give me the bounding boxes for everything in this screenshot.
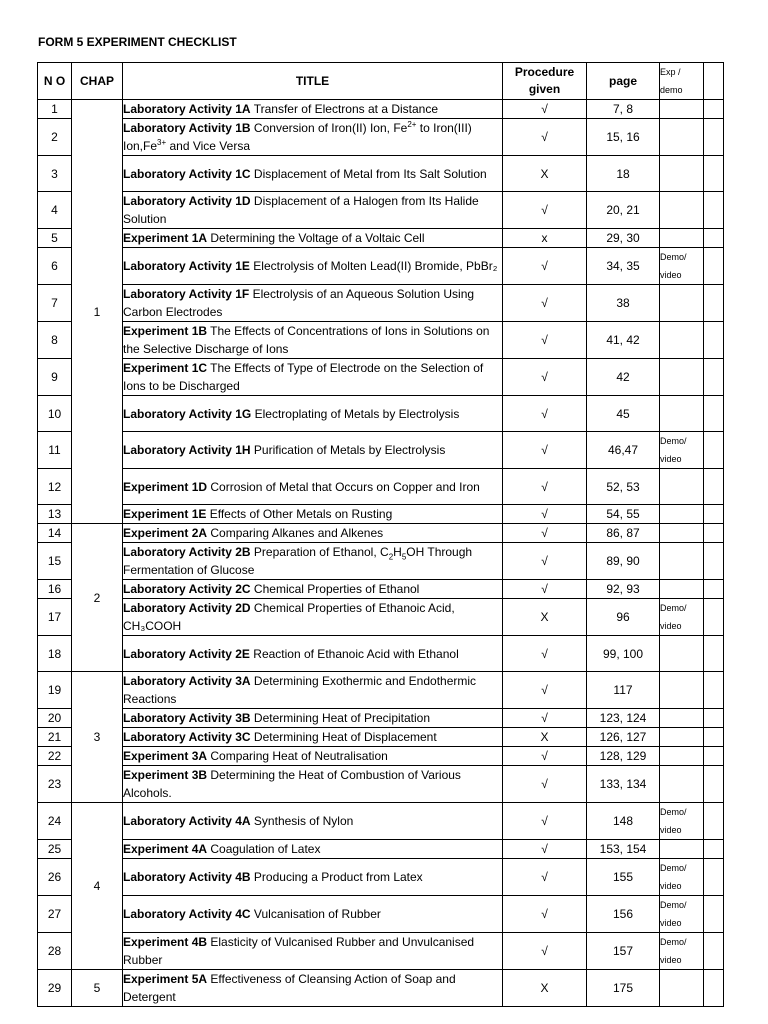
extra-cell [704,285,724,322]
row-number: 17 [38,599,72,636]
page-reference: 133, 134 [587,766,660,803]
exp-demo-note: Demo/ video [660,896,704,933]
page-reference: 99, 100 [587,636,660,672]
extra-cell [704,672,724,709]
exp-demo-note [660,505,704,524]
page-reference: 117 [587,672,660,709]
page-reference: 126, 127 [587,728,660,747]
extra-cell [704,192,724,229]
activity-description: Determining the Voltage of a Voltaic Cell [207,231,425,245]
page-reference: 86, 87 [587,524,660,543]
table-row [38,469,724,505]
exp-demo-note [660,229,704,248]
table-row [38,524,724,543]
page-reference: 89, 90 [587,543,660,580]
activity-title [123,322,503,359]
table-row [38,396,724,432]
table-row [38,543,724,580]
activity-label: Laboratory Activity 2D [123,601,251,615]
activity-title [123,599,503,636]
procedure-given: X [503,156,587,192]
row-number: 23 [38,766,72,803]
activity-title [123,933,503,970]
row-number: 19 [38,672,72,709]
activity-title [123,580,503,599]
table-row [38,859,724,896]
extra-cell [704,469,724,505]
table-row [38,119,724,156]
activity-title [123,396,503,432]
procedure-given: √ [503,322,587,359]
activity-label: Laboratory Activity 1A [123,102,251,116]
activity-description: Displacement of a Halogen from Its Halide Solution [123,194,479,226]
activity-label: Laboratory Activity 3B [123,711,251,725]
table-row [38,933,724,970]
extra-cell [704,728,724,747]
page-reference: 38 [587,285,660,322]
table-row [38,100,724,119]
procedure-given: √ [503,119,587,156]
exp-demo-note [660,580,704,599]
extra-cell [704,580,724,599]
activity-title [123,359,503,396]
row-number: 22 [38,747,72,766]
page-reference: 123, 124 [587,709,660,728]
activity-label: Experiment 1C [123,361,208,375]
row-number: 26 [38,859,72,896]
activity-description: to Iron(III) Ion,Fe [123,121,472,153]
row-number: 2 [38,119,72,156]
activity-description: 2+ [407,120,417,129]
row-number: 28 [38,933,72,970]
header-exp-demo: Exp / demo [660,63,704,100]
page-reference: 128, 129 [587,747,660,766]
activity-description: Transfer of Electrons at a Distance [250,102,439,116]
activity-label: Laboratory Activity 2B [123,545,251,559]
page-reference: 20, 21 [587,192,660,229]
activity-title [123,709,503,728]
extra-cell [704,859,724,896]
row-number: 1 [38,100,72,119]
header-extra [704,63,724,100]
procedure-given: √ [503,524,587,543]
header-chap: CHAP [72,63,123,100]
activity-label: Laboratory Activity 1D [123,194,251,208]
extra-cell [704,803,724,840]
extra-cell [704,933,724,970]
exp-demo-note [660,766,704,803]
procedure-given: X [503,599,587,636]
activity-title [123,505,503,524]
activity-label: Laboratory Activity 4A [123,814,251,828]
activity-description: Determining Exothermic and Endothermic Reactions [123,674,477,706]
activity-description: Electroplating of Metals by Electrolysis [251,406,460,421]
row-number: 14 [38,524,72,543]
extra-cell [704,119,724,156]
page-reference: 54, 55 [587,505,660,524]
activity-description: OH Through Fermentation of Glucose [123,545,473,577]
row-number: 7 [38,285,72,322]
procedure-given: √ [503,580,587,599]
page-reference: 157 [587,933,660,970]
activity-description: Chemical Properties of Ethanoic Acid, CH₃COOH [123,601,455,633]
procedure-given: √ [503,803,587,840]
activity-description: Preparation of Ethanol, C [250,545,389,559]
extra-cell [704,322,724,359]
exp-demo-note [660,396,704,432]
table-row [38,766,724,803]
table-row [38,709,724,728]
activity-description: 3+ [157,138,167,147]
exp-demo-note [660,840,704,859]
row-number: 10 [38,396,72,432]
page-reference: 92, 93 [587,580,660,599]
row-number: 27 [38,896,72,933]
table-row [38,229,724,248]
table-row [38,728,724,747]
activity-title [123,970,503,1007]
activity-description: Synthesis of Nylon [250,814,354,828]
activity-description: Electrolysis of Molten Lead(II) Bromide, PbBr₂ [249,259,498,273]
activity-description: Purification of Metals by Electrolysis [250,443,446,457]
chapter-cell: 4 [72,803,123,970]
exp-demo-note [660,728,704,747]
activity-description: Comparing Heat of Neutralisation [207,749,388,763]
exp-demo-note [660,322,704,359]
activity-label: Laboratory Activity 2E [123,646,250,661]
activity-label: Laboratory Activity 1B [123,121,251,135]
exp-demo-note [660,636,704,672]
activity-description: H [393,545,402,559]
exp-demo-note [660,469,704,505]
extra-cell [704,156,724,192]
table-row [38,156,724,192]
activity-description: Determining the Heat of Combustion of Various Alcohols. [123,768,461,800]
page-reference: 96 [587,599,660,636]
extra-cell [704,432,724,469]
row-number: 8 [38,322,72,359]
procedure-given: √ [503,100,587,119]
table-row [38,322,724,359]
activity-title [123,840,503,859]
page-reference: 148 [587,803,660,840]
exp-demo-note [660,156,704,192]
extra-cell [704,599,724,636]
row-number: 24 [38,803,72,840]
activity-title [123,859,503,896]
procedure-given: √ [503,840,587,859]
activity-title [123,524,503,543]
activity-title [123,432,503,469]
procedure-given: √ [503,469,587,505]
activity-title [123,285,503,322]
procedure-given: √ [503,359,587,396]
activity-label: Experiment 1A [123,231,208,245]
exp-demo-note: Demo/ video [660,432,704,469]
page-reference: 156 [587,896,660,933]
header-no: N O [38,63,72,100]
activity-label: Laboratory Activity 3A [123,674,251,688]
activity-title [123,728,503,747]
activity-label: Laboratory Activity 1E [123,259,250,273]
extra-cell [704,248,724,285]
row-number: 20 [38,709,72,728]
procedure-given: √ [503,859,587,896]
activity-description: Corrosion of Metal that Occurs on Copper and Iron [207,479,480,494]
row-number: 18 [38,636,72,672]
header-procedure: Procedure given [503,63,587,100]
activity-title [123,192,503,229]
table-row [38,747,724,766]
activity-label: Experiment 4A [123,842,208,856]
row-number: 6 [38,248,72,285]
exp-demo-note: Demo/ video [660,248,704,285]
row-number: 13 [38,505,72,524]
activity-description: Chemical Properties of Ethanol [250,582,420,596]
page-reference: 153, 154 [587,840,660,859]
table-row [38,505,724,524]
activity-description: Effects of Other Metals on Rusting [206,507,393,521]
procedure-given: √ [503,766,587,803]
exp-demo-note [660,672,704,709]
activity-description: The Effects of Type of Electrode on the Selection of Ions to be Discharged [123,361,484,393]
activity-label: Experiment 5A [123,972,208,986]
activity-label: Experiment 1D [123,479,208,494]
activity-description: 5 [401,552,407,562]
exp-demo-note [660,192,704,229]
activity-label: Laboratory Activity 4B [123,870,251,884]
exp-demo-note [660,285,704,322]
row-number: 12 [38,469,72,505]
header-title: TITLE [123,63,503,100]
chapter-cell: 2 [72,524,123,672]
procedure-given: √ [503,543,587,580]
exp-demo-note [660,359,704,396]
extra-cell [704,840,724,859]
extra-cell [704,229,724,248]
extra-cell [704,636,724,672]
exp-demo-note [660,119,704,156]
procedure-given: √ [503,248,587,285]
exp-demo-note: Demo/ video [660,933,704,970]
activity-label: Laboratory Activity 1H [123,443,251,457]
chapter-cell: 3 [72,672,123,803]
procedure-given: √ [503,896,587,933]
extra-cell [704,709,724,728]
document-title: FORM 5 EXPERIMENT CHECKLIST [38,35,237,49]
table-row [38,359,724,396]
row-number: 4 [38,192,72,229]
extra-cell [704,524,724,543]
activity-title [123,156,503,192]
activity-label: Experiment 1B [123,324,208,338]
table-row [38,803,724,840]
page-reference: 42 [587,359,660,396]
activity-description: Effectiveness of Cleansing Action of Soap and Detergent [123,972,456,1004]
activity-title [123,896,503,933]
activity-label: Laboratory Activity 1C [123,166,251,181]
table-row [38,896,724,933]
activity-label: Laboratory Activity 1F [123,287,250,301]
activity-label: Laboratory Activity 2C [123,582,251,596]
page-reference: 52, 53 [587,469,660,505]
procedure-given: √ [503,396,587,432]
activity-label: Laboratory Activity 1G [123,406,252,421]
row-number: 29 [38,970,72,1007]
activity-label: Experiment 4B [123,935,208,949]
activity-description: Determining Heat of Precipitation [250,711,431,725]
row-number: 21 [38,728,72,747]
extra-cell [704,896,724,933]
row-number: 11 [38,432,72,469]
activity-description: The Effects of Concentrations of Ions in Solutions on the Selective Discharge of Ions [123,324,490,356]
page-reference: 45 [587,396,660,432]
activity-title [123,803,503,840]
table-row [38,636,724,672]
page-reference: 7, 8 [587,100,660,119]
extra-cell [704,970,724,1007]
page-reference: 41, 42 [587,322,660,359]
extra-cell [704,396,724,432]
activity-description: Determining Heat of Displacement [250,730,437,744]
procedure-given: √ [503,285,587,322]
extra-cell [704,100,724,119]
row-number: 15 [38,543,72,580]
procedure-given: X [503,970,587,1007]
activity-label: Experiment 2A [123,526,208,540]
row-number: 25 [38,840,72,859]
exp-demo-note: Demo/ video [660,859,704,896]
procedure-given: √ [503,747,587,766]
row-number: 9 [38,359,72,396]
exp-demo-note [660,970,704,1007]
extra-cell [704,766,724,803]
activity-label: Laboratory Activity 4C [123,907,251,921]
activity-description: Producing a Product from Latex [250,870,423,884]
procedure-given: √ [503,672,587,709]
extra-cell [704,505,724,524]
activity-label: Experiment 3B [123,768,208,782]
exp-demo-note: Demo/ video [660,803,704,840]
extra-cell [704,359,724,396]
activity-title [123,100,503,119]
activity-title [123,766,503,803]
activity-description: Elasticity of Vulcanised Rubber and Unvulcanised Rubber [123,935,475,967]
activity-label: Experiment 3A [123,749,208,763]
page-reference: 15, 16 [587,119,660,156]
activity-label: Laboratory Activity 3C [123,730,251,744]
page-reference: 29, 30 [587,229,660,248]
table-row [38,432,724,469]
procedure-given: √ [503,933,587,970]
exp-demo-note [660,100,704,119]
table-row [38,192,724,229]
table-row [38,580,724,599]
table-row [38,248,724,285]
header-row [38,63,724,100]
activity-title [123,747,503,766]
activity-description: Comparing Alkanes and Alkenes [207,526,384,540]
row-number: 5 [38,229,72,248]
page-reference: 175 [587,970,660,1007]
exp-demo-note [660,524,704,543]
table-row [38,840,724,859]
activity-title [123,672,503,709]
activity-title [123,543,503,580]
page-reference: 46,47 [587,432,660,469]
procedure-given: X [503,728,587,747]
activity-description: Displacement of Metal from Its Salt Solution [250,166,487,181]
chapter-cell: 5 [72,970,123,1007]
procedure-given: √ [503,505,587,524]
activity-description: Vulcanisation of Rubber [250,907,381,921]
activity-title [123,119,503,156]
procedure-given: √ [503,636,587,672]
table-row [38,285,724,322]
table-row [38,672,724,709]
chapter-cell: 1 [72,100,123,524]
page-reference: 155 [587,859,660,896]
row-number: 16 [38,580,72,599]
procedure-given: √ [503,192,587,229]
table-row [38,970,724,1007]
procedure-given: x [503,229,587,248]
activity-description: Coagulation of Latex [207,842,321,856]
activity-description: and Vice Versa [166,139,250,153]
activity-title [123,636,503,672]
activity-title [123,469,503,505]
procedure-given: √ [503,709,587,728]
header-page: page [587,63,660,100]
experiment-checklist-table [37,62,724,1007]
activity-description: Reaction of Ethanoic Acid with Ethanol [249,646,459,661]
activity-title [123,248,503,285]
row-number: 3 [38,156,72,192]
procedure-given: √ [503,432,587,469]
table-row [38,599,724,636]
exp-demo-note [660,747,704,766]
activity-description: Electrolysis of an Aqueous Solution Using Carbon Electrodes [123,287,475,319]
extra-cell [704,747,724,766]
exp-demo-note [660,709,704,728]
activity-description: 2 [388,552,394,562]
exp-demo-note [660,543,704,580]
activity-label: Experiment 1E [123,507,207,521]
page-reference: 34, 35 [587,248,660,285]
activity-description: Conversion of Iron(II) Ion, Fe [250,121,408,135]
activity-title [123,229,503,248]
exp-demo-note: Demo/ video [660,599,704,636]
extra-cell [704,543,724,580]
page-reference: 18 [587,156,660,192]
